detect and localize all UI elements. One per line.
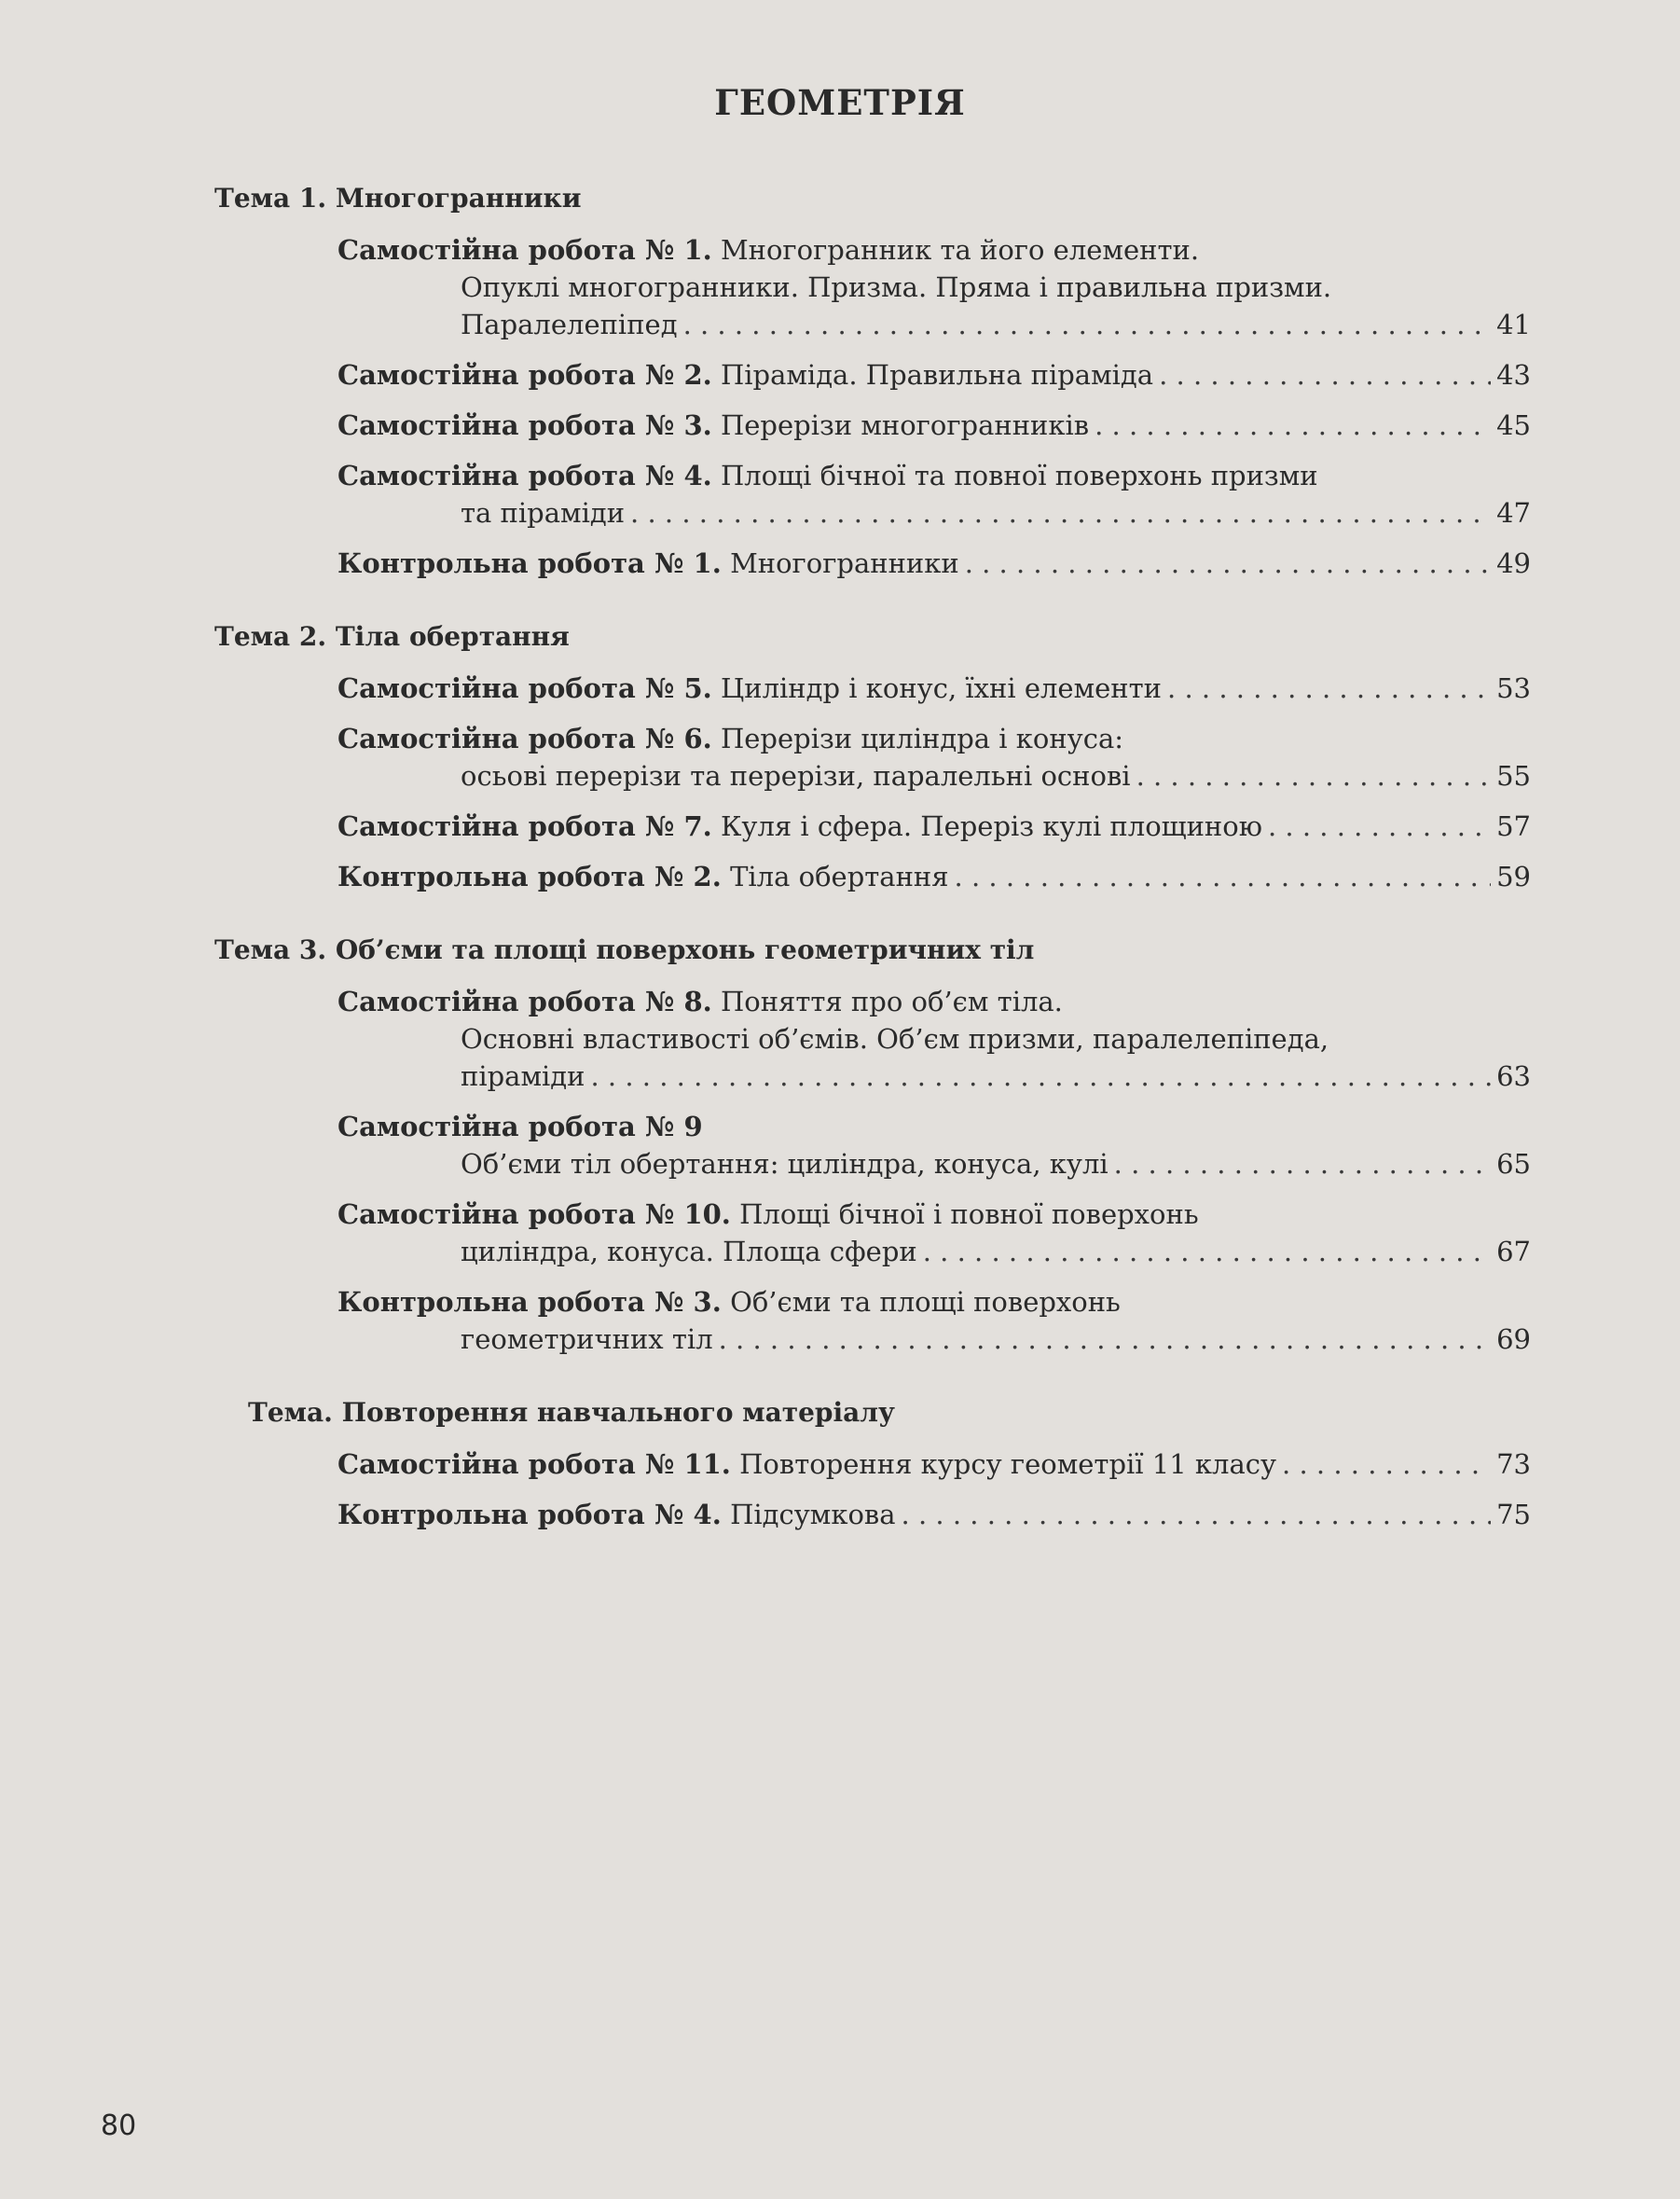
page-number: 80 [101, 2109, 137, 2142]
theme-2-heading: Тема 2. Тіла обертання [214, 621, 570, 652]
entry-text: Об’єми та площі поверхонь [730, 1286, 1121, 1318]
leader-dots [1167, 671, 1491, 705]
entry-label: Самостійна робота № 2. [337, 359, 712, 391]
entry-label: Самостійна робота № 8. [337, 986, 712, 1017]
entry-page: 53 [1496, 672, 1531, 704]
entry-text: циліндра, конуса. Площа сфери [461, 1236, 917, 1267]
entry-label: Самостійна робота № 9 [337, 1111, 703, 1142]
entry-text: Площі бічної і повної поверхонь [739, 1198, 1199, 1230]
entry-text: Перерізи многогранників [720, 409, 1090, 441]
leader-dots [719, 1322, 1491, 1356]
toc-entry-2 [337, 358, 1531, 392]
toc-entry-10-final [461, 1059, 1531, 1093]
toc-entry-6 [337, 671, 1531, 705]
leader-dots [630, 496, 1491, 530]
leader-dots [1114, 1147, 1491, 1181]
entry-text: Многогранники [730, 547, 959, 579]
entry-text: осьові перерізи та перерізи, паралельні основі [461, 760, 1131, 792]
entry-page: 73 [1496, 1448, 1531, 1480]
toc-entry-15 [337, 1498, 1531, 1531]
toc-entry-11-line-1 [337, 1110, 703, 1143]
entry-text: Циліндр і конус, їхні елементи [720, 672, 1163, 704]
toc-entry-4-final [461, 496, 1531, 530]
entry-text: Підсумкова [730, 1499, 896, 1530]
entry-text: Перерізи циліндра і конуса: [720, 723, 1124, 754]
entry-page: 67 [1496, 1236, 1531, 1267]
toc-entry-8 [337, 809, 1531, 843]
leader-dots [1282, 1447, 1491, 1481]
entry-label: Самостійна робота № 3. [337, 409, 712, 441]
entry-text: та піраміди [461, 497, 626, 529]
entry-label: Самостійна робота № 7. [337, 810, 712, 842]
entry-label: Контрольна робота № 4. [337, 1499, 722, 1530]
theme-1-heading: Тема 1. Многогранники [214, 183, 582, 214]
entry-label: Контрольна робота № 2. [337, 861, 722, 892]
entry-label: Контрольна робота № 3. [337, 1286, 722, 1318]
leader-dots [1136, 759, 1492, 793]
toc-entry-4-line-1 [337, 459, 1318, 492]
toc-entry-7-final [461, 759, 1531, 793]
entry-text: Поняття про об’єм тіла. [720, 986, 1063, 1017]
leader-dots [590, 1059, 1491, 1093]
entry-text: Об’єми тіл обертання: циліндра, конуса, кулі [461, 1148, 1109, 1180]
leader-dots [955, 860, 1492, 893]
entry-page: 57 [1496, 810, 1531, 842]
toc-entry-14 [337, 1447, 1531, 1481]
entry-page: 63 [1496, 1060, 1531, 1092]
leader-dots [965, 546, 1491, 580]
entry-label: Контрольна робота № 1. [337, 547, 722, 579]
toc-entry-13-line-1 [337, 1285, 1121, 1319]
entry-label: Самостійна робота № 4. [337, 460, 712, 491]
entry-label: Самостійна робота № 10. [337, 1198, 731, 1230]
entry-page: 75 [1496, 1499, 1531, 1530]
entry-page: 55 [1496, 760, 1531, 792]
entry-page: 69 [1496, 1323, 1531, 1355]
toc-entry-12-final [461, 1235, 1531, 1268]
leader-dots [683, 308, 1492, 341]
entry-text: Піраміда. Правильна піраміда [720, 359, 1154, 391]
toc-entry-1-line-2: Опуклі многогранники. Призма. Пряма і правильна призми. [461, 271, 1332, 303]
toc-entry-10-line-2: Основні властивості об’ємів. Об’єм призми, паралелепіпеда, [461, 1023, 1329, 1055]
entry-page: 49 [1496, 547, 1531, 579]
theme-3-heading: Тема 3. Об’єми та площі поверхонь геометричних тіл [214, 934, 1035, 965]
leader-dots [1095, 408, 1491, 442]
toc-entry-9 [337, 860, 1531, 893]
entry-text: Многогранник та його елементи. [720, 234, 1200, 266]
entry-text: Тіла обертання [730, 861, 949, 892]
entry-page: 65 [1496, 1148, 1531, 1180]
entry-page: 41 [1496, 309, 1531, 340]
toc-entry-5 [337, 546, 1531, 580]
page-title: ГЕОМЕТРІЯ [714, 82, 966, 123]
theme-4-heading: Тема. Повторення навчального матеріалу [248, 1397, 895, 1428]
entry-label: Самостійна робота № 11. [337, 1448, 731, 1480]
leader-dots [1268, 809, 1491, 843]
entry-text: Площі бічної та повної поверхонь призми [720, 460, 1318, 491]
entry-label: Самостійна робота № 6. [337, 723, 712, 754]
entry-text: Куля і сфера. Переріз кулі площиною [720, 810, 1262, 842]
toc-entry-7-line-1 [337, 722, 1123, 755]
toc-entry-1-line-1 [337, 233, 1199, 267]
entry-page: 43 [1496, 359, 1531, 391]
entry-text: піраміди [461, 1060, 585, 1092]
toc-entry-1-final [461, 308, 1531, 341]
toc-entry-13-final [461, 1322, 1531, 1356]
toc-entry-3 [337, 408, 1531, 442]
entry-page: 47 [1496, 497, 1531, 529]
entry-label: Самостійна робота № 1. [337, 234, 712, 266]
entry-page: 59 [1496, 861, 1531, 892]
toc-entry-11-final [461, 1147, 1531, 1181]
entry-text: геометричних тіл [461, 1323, 713, 1355]
entry-page: 45 [1496, 409, 1531, 441]
toc-entry-12-line-1 [337, 1197, 1199, 1231]
leader-dots [923, 1235, 1491, 1268]
entry-text: Повторення курсу геометрії 11 класу [739, 1448, 1277, 1480]
entry-label: Самостійна робота № 5. [337, 672, 712, 704]
leader-dots [902, 1498, 1492, 1531]
entry-text: Паралелепіпед [461, 309, 678, 340]
leader-dots [1159, 358, 1491, 392]
toc-entry-10-line-1 [337, 985, 1063, 1018]
